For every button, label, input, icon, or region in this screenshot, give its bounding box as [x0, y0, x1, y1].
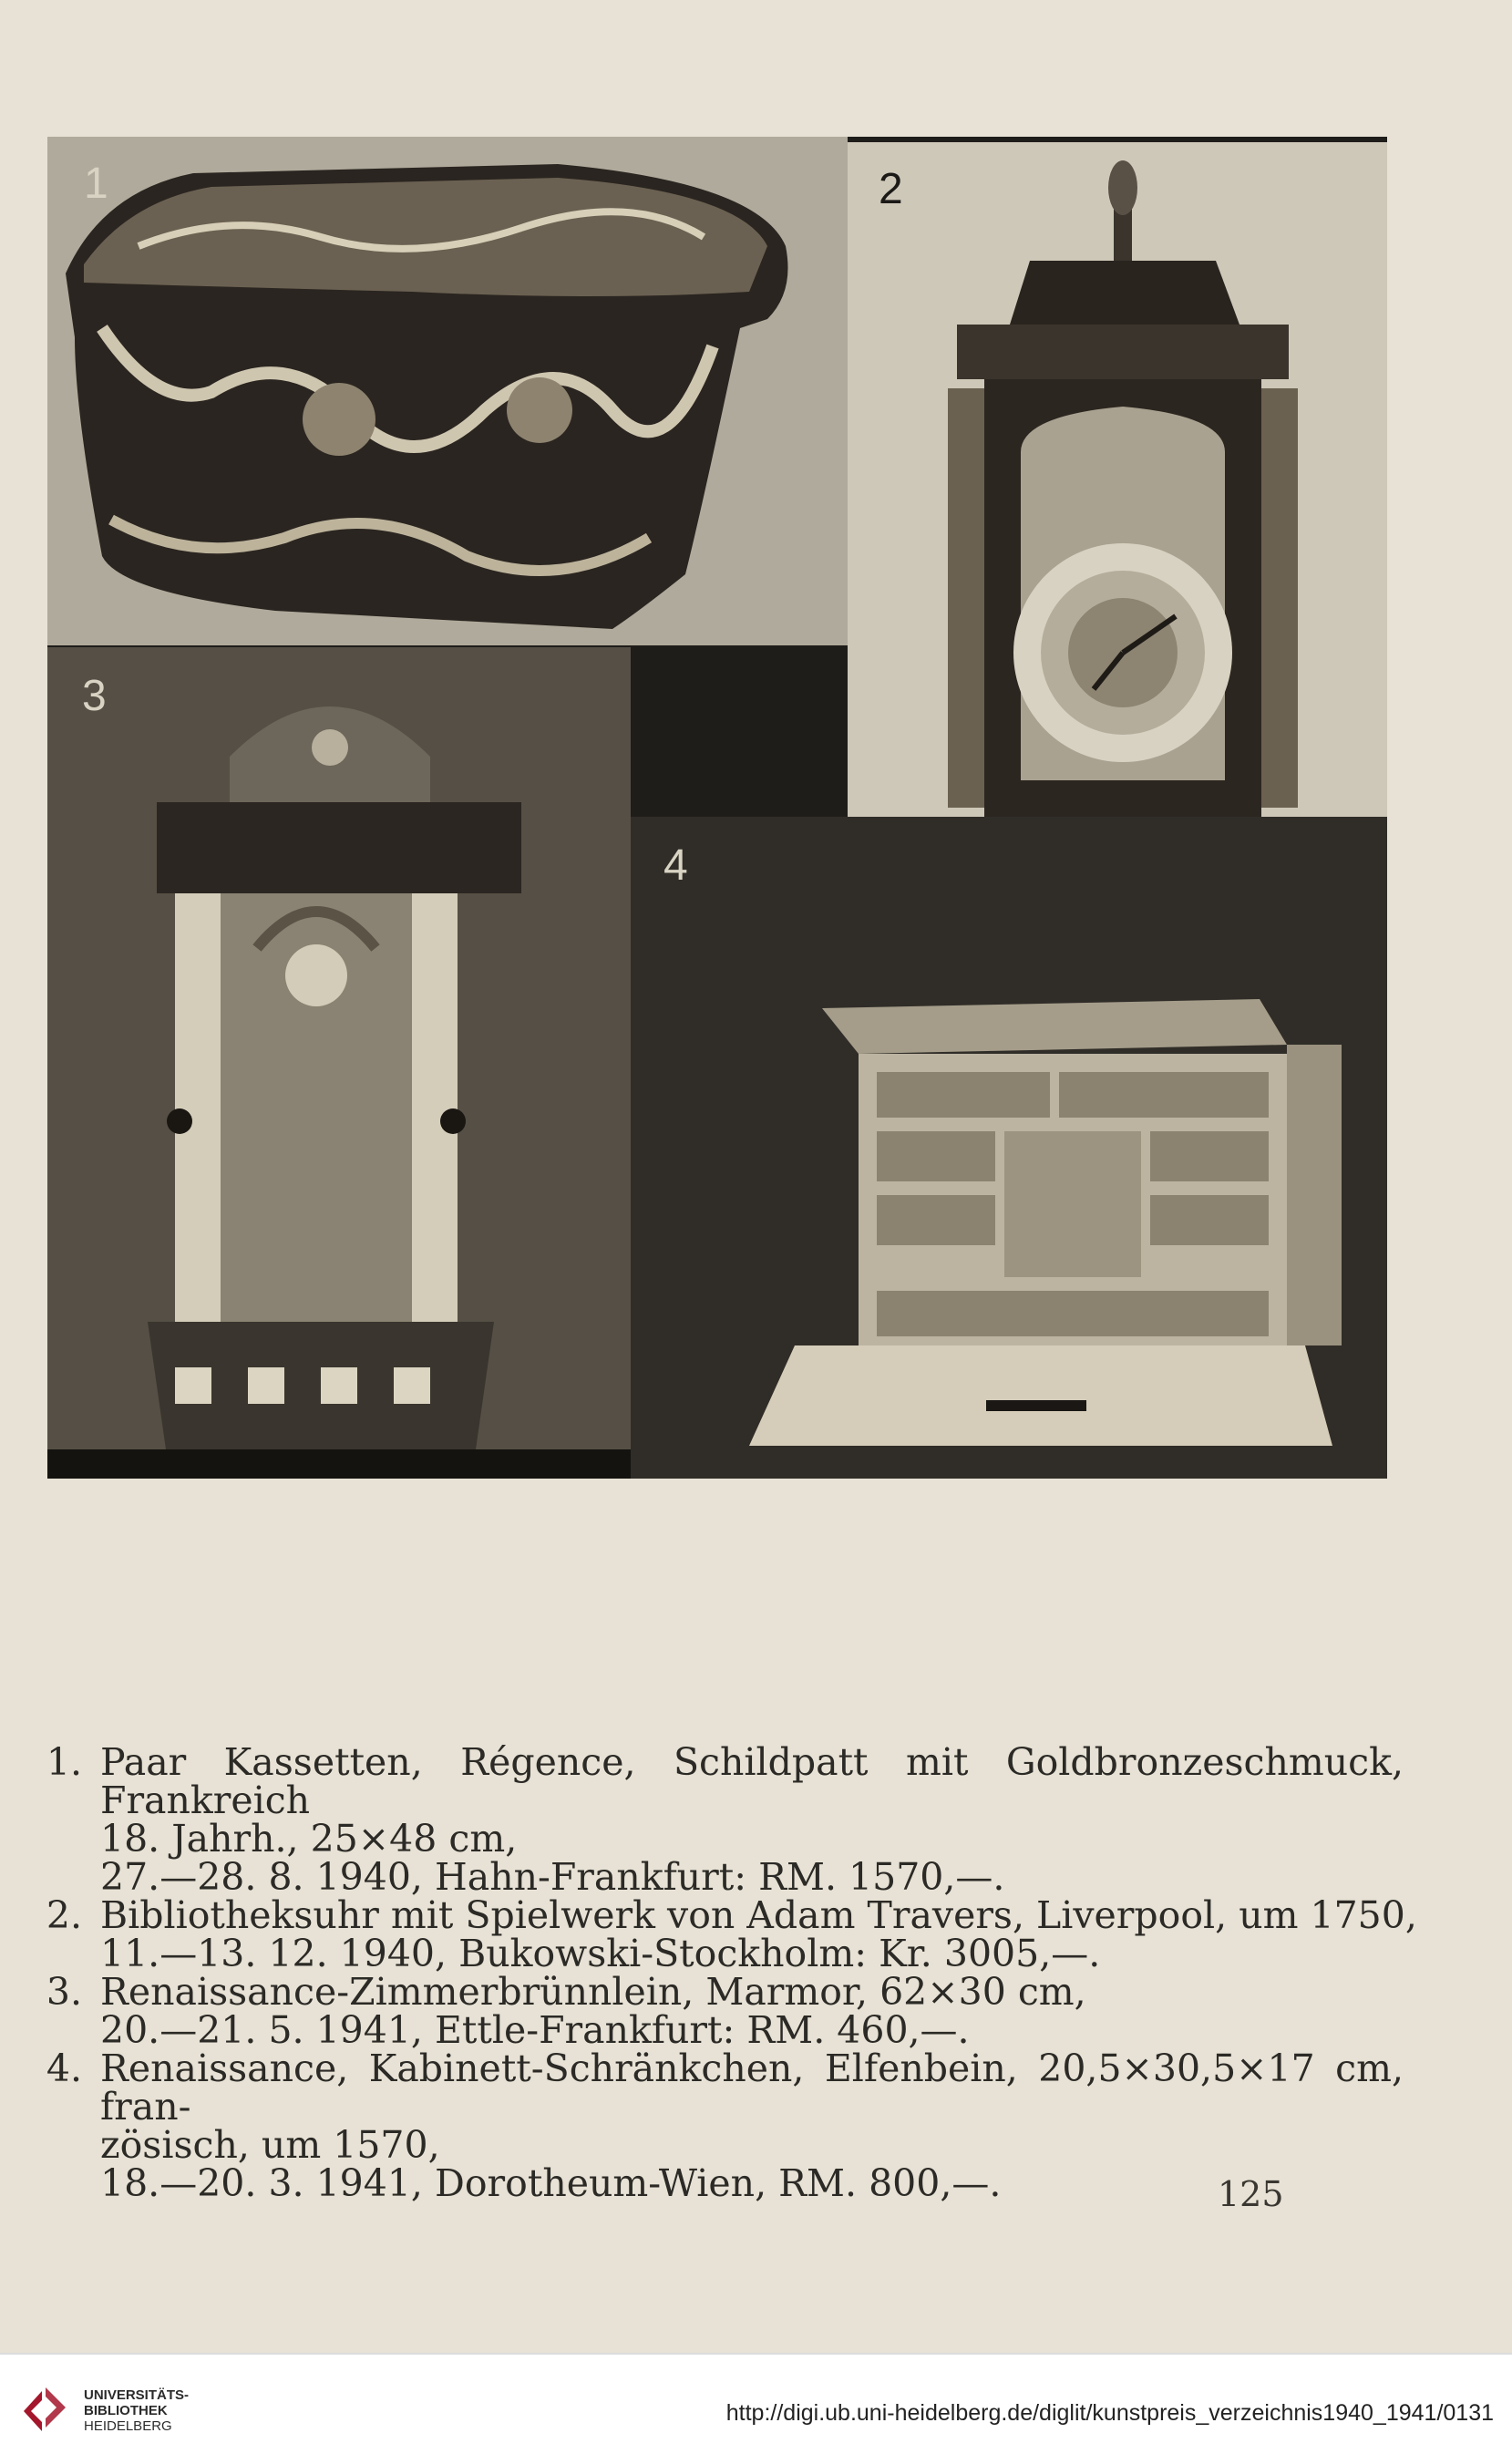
kabinett-image — [631, 817, 1387, 1479]
caption-line: Renaissance, Kabinett-Schränkchen, Elfenbein, 20,5×30,5×17 cm, fran- — [100, 2046, 1404, 2129]
figure-number-2: 2 — [879, 165, 903, 213]
institution-name — [84, 2387, 189, 2434]
footer-bar — [0, 2353, 1512, 2464]
university-library-logo-icon[interactable] — [20, 2384, 69, 2433]
caption-line: 11.—13. 12. 1940, Bukowski-Stockholm: Kr. 3005,—. — [100, 1932, 1101, 1975]
photo-3-zimmerbruennlein — [47, 647, 631, 1479]
caption-line: 27.—28. 8. 1940, Hahn-Frankfurt: RM. 1570,—. — [100, 1855, 1005, 1899]
caption-1 — [27, 1740, 1404, 1899]
page-number: 125 — [1218, 2174, 1284, 2214]
figure-number-4: 4 — [663, 841, 688, 890]
caption-line: zösisch, um 1570, — [100, 2123, 440, 2167]
caption-line: Bibliotheksuhr mit Spielwerk von Adam Travers, Liverpool, um 1750, — [100, 1893, 1417, 1937]
photo-4-kabinett — [631, 817, 1387, 1479]
institution-line: BIBLIOTHEK — [84, 2403, 168, 2418]
caption-line: 20.—21. 5. 1941, Ettle-Frankfurt: RM. 460,—. — [100, 2008, 970, 2052]
photo-1-kassetten — [47, 137, 848, 645]
caption-number: 1. — [46, 1740, 82, 1784]
caption-line: 18. Jahrh., 25×48 cm, — [100, 1817, 518, 1861]
caption-2 — [27, 1893, 1417, 1975]
caption-list — [27, 1740, 1417, 2205]
caption-number: 2. — [46, 1893, 82, 1937]
permalink-url[interactable]: http://digi.ub.uni-heidelberg.de/diglit/kunstpreis_verzeichnis1940_1941/0131 — [725, 2400, 1494, 2426]
caption-number: 4. — [46, 2046, 82, 2090]
caption-line: Paar Kassetten, Régence, Schildpatt mit Goldbronzeschmuck, Frankreich — [100, 1740, 1404, 1822]
caption-line: 18.—20. 3. 1941, Dorotheum-Wien, RM. 800,—. — [100, 2161, 1002, 2205]
bruennlein-image — [47, 647, 631, 1479]
caption-line: Renaissance-Zimmerbrünnlein, Marmor, 62×30 cm, — [100, 1970, 1086, 2014]
caption-number: 3. — [46, 1970, 82, 2014]
photo-plate — [47, 137, 1387, 1479]
institution-line: HEIDELBERG — [84, 2418, 172, 2434]
figure-number-3: 3 — [82, 672, 107, 720]
kassette-image — [47, 137, 848, 645]
caption-4 — [27, 2046, 1404, 2205]
figure-number-1: 1 — [84, 160, 108, 208]
caption-3 — [27, 1970, 1404, 2052]
institution-line: UNIVERSITÄTS- — [84, 2387, 190, 2403]
